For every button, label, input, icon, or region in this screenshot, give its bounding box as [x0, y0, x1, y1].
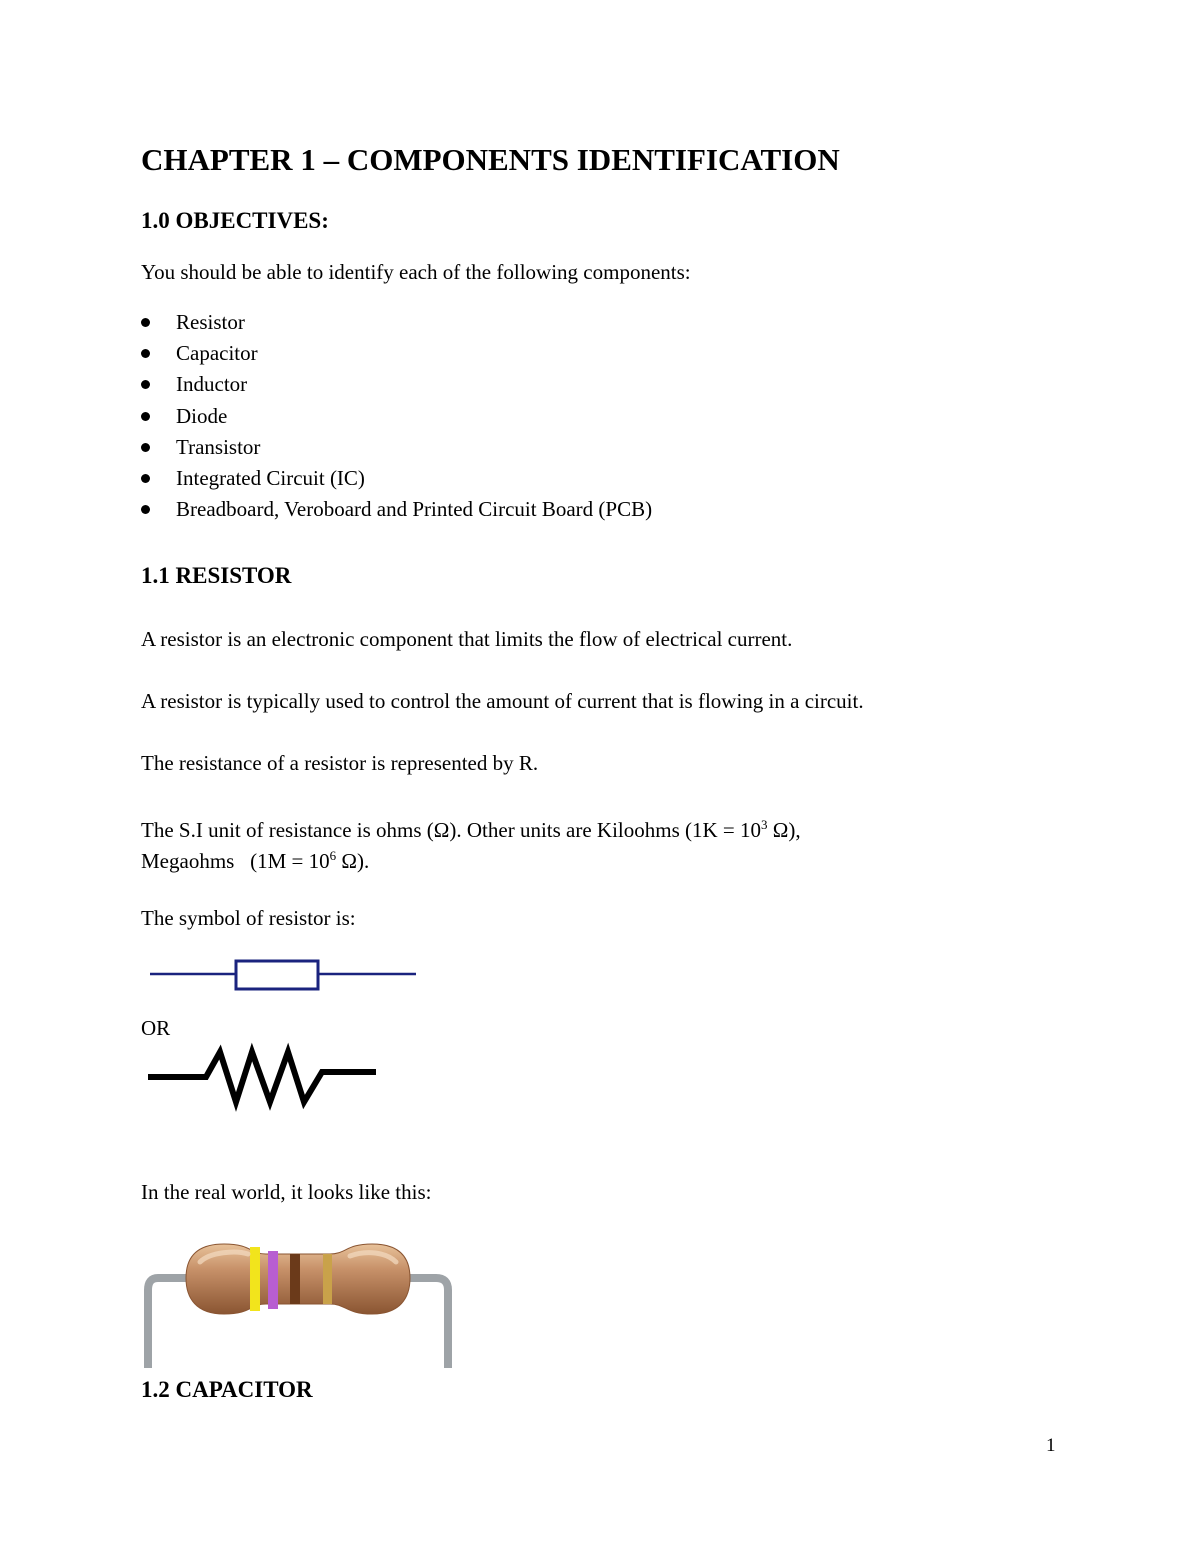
list-item-label: Capacitor: [176, 341, 258, 366]
objectives-intro: You should be able to identify each of the following components:: [141, 260, 691, 284]
bullet-icon: [141, 412, 150, 421]
lead-right: [406, 1278, 448, 1368]
objectives-heading: 1.0 OBJECTIVES:: [141, 208, 329, 233]
symbol-body: [236, 961, 318, 989]
list-item: [141, 495, 652, 526]
list-item-label: Inductor: [176, 372, 248, 397]
real-world-intro: In the real world, it looks like this:: [141, 1180, 432, 1204]
zigzag-line: [148, 1052, 376, 1102]
si-unit-line-2-prefix: Megaohms (1M = 10: [141, 849, 330, 873]
list-item: [141, 464, 652, 495]
list-item: [141, 433, 652, 464]
color-band-1: [250, 1247, 260, 1311]
resistor-symbol-rectangle: [148, 956, 420, 994]
list-item: [141, 402, 652, 433]
list-item: [141, 308, 652, 339]
resistance-symbol-text: The resistance of a resistor is represented by R.: [141, 751, 539, 775]
list-item-label: Resistor: [176, 310, 245, 334]
si-unit-line-2-exponent: 6: [329, 848, 337, 863]
resistor-heading: 1.1 RESISTOR: [141, 563, 292, 588]
si-unit-line-2-suffix: Ω).: [336, 849, 370, 873]
resistor-photo: [140, 1236, 458, 1370]
bullet-icon: [141, 505, 150, 514]
resistor-usage: A resistor is typically used to control the amount of current that is flowing in a circuit.: [141, 689, 864, 713]
objectives-list: [141, 308, 652, 526]
bullet-icon: [141, 318, 150, 327]
bullet-icon: [141, 349, 150, 358]
bullet-icon: [141, 474, 150, 483]
si-unit-line-1-suffix: Ω),: [767, 818, 801, 842]
color-band-3: [290, 1254, 300, 1304]
si-unit-line-1-prefix: The S.I unit of resistance is ohms (Ω). Other units are Kiloohms (1K = 10: [141, 818, 762, 842]
si-unit-line-1: [141, 811, 801, 844]
list-item-label: Transistor: [176, 434, 261, 459]
resistor-definition: A resistor is an electronic component that limits the flow of electrical current.: [141, 627, 793, 651]
capacitor-heading: 1.2 CAPACITOR: [141, 1377, 313, 1402]
symbol-intro: The symbol of resistor is:: [141, 906, 356, 930]
color-band-4: [323, 1254, 332, 1304]
list-item-label: Integrated Circuit (IC): [176, 465, 365, 490]
si-unit-line-2: [141, 842, 369, 875]
list-item: [141, 370, 652, 401]
si-unit-line-1-exponent: 3: [761, 817, 768, 832]
resistor-symbol-zigzag: [146, 1048, 378, 1108]
bullet-icon: [141, 380, 150, 389]
chapter-title: CHAPTER 1 – COMPONENTS IDENTIFICATION: [141, 142, 840, 177]
list-item-label: Diode: [176, 403, 228, 428]
list-item-label: Breadboard, Veroboard and Printed Circuit Board (PCB): [176, 497, 653, 522]
list-item: [141, 339, 652, 370]
color-band-2: [268, 1251, 278, 1309]
page-number: 1: [1046, 1435, 1056, 1456]
or-text: OR: [141, 1016, 171, 1040]
lead-left: [148, 1278, 192, 1368]
bullet-icon: [141, 443, 150, 452]
